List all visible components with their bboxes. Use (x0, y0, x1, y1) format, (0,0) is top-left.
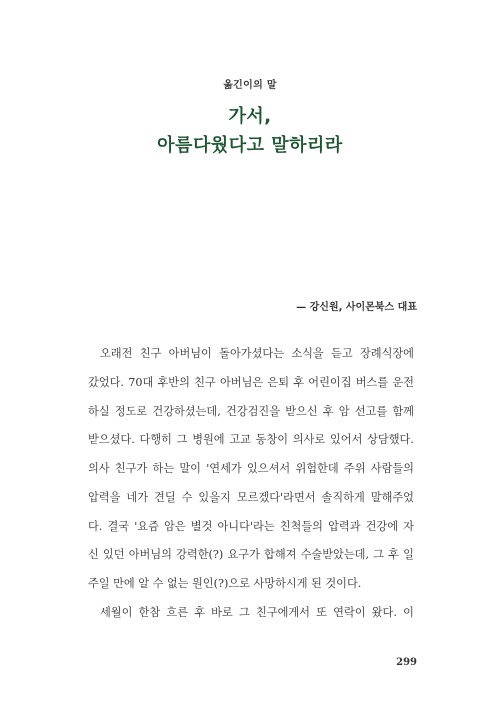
word: 병원에 (192, 433, 225, 447)
word: 그 (238, 605, 250, 619)
word: 후 (322, 404, 334, 418)
word: 모르겠다'라면서 (236, 490, 316, 504)
word: 듣고 (331, 347, 353, 360)
word: 주일 (88, 577, 110, 590)
word: 네가 (126, 490, 149, 504)
word: 만에 (113, 577, 135, 590)
word: 위험한데 (295, 462, 339, 475)
body-line (88, 488, 414, 517)
word: 압력을 (88, 490, 121, 504)
word: 후 (194, 605, 205, 619)
word: 그 (373, 548, 384, 562)
body-line (88, 517, 414, 546)
word: 수 (152, 577, 164, 590)
word: 후 (293, 375, 305, 389)
word: 아버님의 (128, 548, 172, 562)
word: 그 (176, 433, 188, 447)
word: 세월이 (100, 605, 133, 619)
word: 주위 (343, 462, 366, 475)
body-line (88, 603, 414, 632)
word: 다. (88, 519, 103, 533)
word: 건강에 (365, 519, 399, 533)
word: 의사 (88, 462, 110, 475)
word: 말이 (179, 462, 201, 475)
word: 아버님은 (219, 375, 264, 389)
word: 은퇴 (267, 375, 290, 389)
word: 견딜 (154, 490, 176, 504)
word: 아니다'라는 (217, 519, 275, 533)
word: 갔었다. (88, 375, 124, 389)
word: 다행히 (139, 433, 172, 447)
word: '연세가 (206, 462, 242, 475)
word: 알 (138, 577, 150, 590)
word: 후 (388, 548, 399, 562)
word: 흐른 (166, 605, 189, 619)
word: 받으신 (285, 404, 318, 418)
word: 강력한(?) (176, 548, 224, 562)
word: 암 (338, 404, 350, 418)
word: 있으셔서 (246, 462, 291, 475)
body-line (88, 459, 414, 488)
body-line (88, 430, 414, 459)
word: 것이다. (325, 577, 362, 590)
word: 자 (403, 519, 414, 533)
word: 건강검진을 (225, 404, 281, 418)
body-line (88, 545, 414, 574)
page-number: 299 (396, 657, 417, 668)
word: 의사로 (292, 433, 326, 447)
word: 연락이 (333, 605, 366, 619)
word: 한참 (138, 605, 161, 619)
section-label: 옮긴이의 말 (223, 80, 277, 91)
word: 수술받았는데, (300, 548, 370, 562)
body-line (88, 344, 414, 373)
word: 돌아가셨다는 (219, 347, 285, 360)
word: 바로 (211, 605, 233, 619)
word: 고교 (229, 433, 251, 447)
word: 솔직하게 (321, 490, 365, 504)
word: 친구가 (114, 462, 148, 475)
word: 소식을 (291, 347, 324, 360)
word: 말해주었 (370, 490, 414, 504)
word: 수 (181, 490, 193, 504)
word: 정도로 (114, 404, 148, 418)
word: 함께 (392, 404, 414, 418)
word: 아버님이 (168, 347, 212, 360)
word: 된 (311, 577, 322, 590)
word: 신 (88, 548, 99, 562)
word: 하실 (88, 404, 110, 418)
body-line (88, 402, 414, 431)
word: 일 (403, 548, 414, 562)
word: 친척들의 (279, 519, 323, 533)
word: 암은 (164, 519, 186, 533)
word: 있어서 (329, 433, 363, 447)
word: 요구가 (227, 548, 260, 562)
word: 결국 (107, 519, 130, 533)
word: 선고를 (354, 404, 388, 418)
word: 후반의 (157, 375, 190, 389)
word: '요즘 (134, 519, 159, 533)
word: 왔다. (371, 605, 397, 619)
word: 압력과 (328, 519, 361, 533)
word: 70대 (128, 375, 154, 389)
word: 없는 (166, 577, 189, 590)
word: 오래전 (100, 347, 133, 360)
word: 합해져 (264, 548, 297, 562)
word: 하는 (152, 462, 175, 475)
word: 별것 (190, 519, 213, 533)
word: 어린이집 (308, 375, 352, 389)
word: 건강하셨는데, (152, 404, 221, 418)
word: 사람들의 (370, 462, 414, 475)
word: 상담했다. (367, 433, 414, 447)
chapter-title-line-1: 가서, (228, 106, 272, 127)
author-byline: — 강신원, 사이몬북스 대표 (296, 302, 417, 313)
word: 또 (316, 605, 327, 619)
word: 있을지 (198, 490, 231, 504)
word: 친구 (194, 375, 216, 389)
word: 받으셨다. (88, 433, 135, 447)
word: 사망하시게 (253, 577, 308, 590)
word: 동창이 (255, 433, 289, 447)
word: 원인(?)으로 (192, 577, 250, 590)
word: 버스를 (355, 375, 389, 389)
chapter-title-line-2: 아름다웠다고 말하리라 (157, 135, 343, 156)
body-line (88, 574, 414, 603)
word: 있던 (102, 548, 125, 562)
body-line (88, 373, 414, 402)
word: 친구 (139, 347, 162, 360)
word: 친구에게서 (255, 605, 310, 619)
word: 장례식장에 (359, 347, 414, 360)
word: 이 (403, 605, 414, 619)
body-text (88, 344, 414, 632)
word: 운전 (392, 375, 414, 389)
